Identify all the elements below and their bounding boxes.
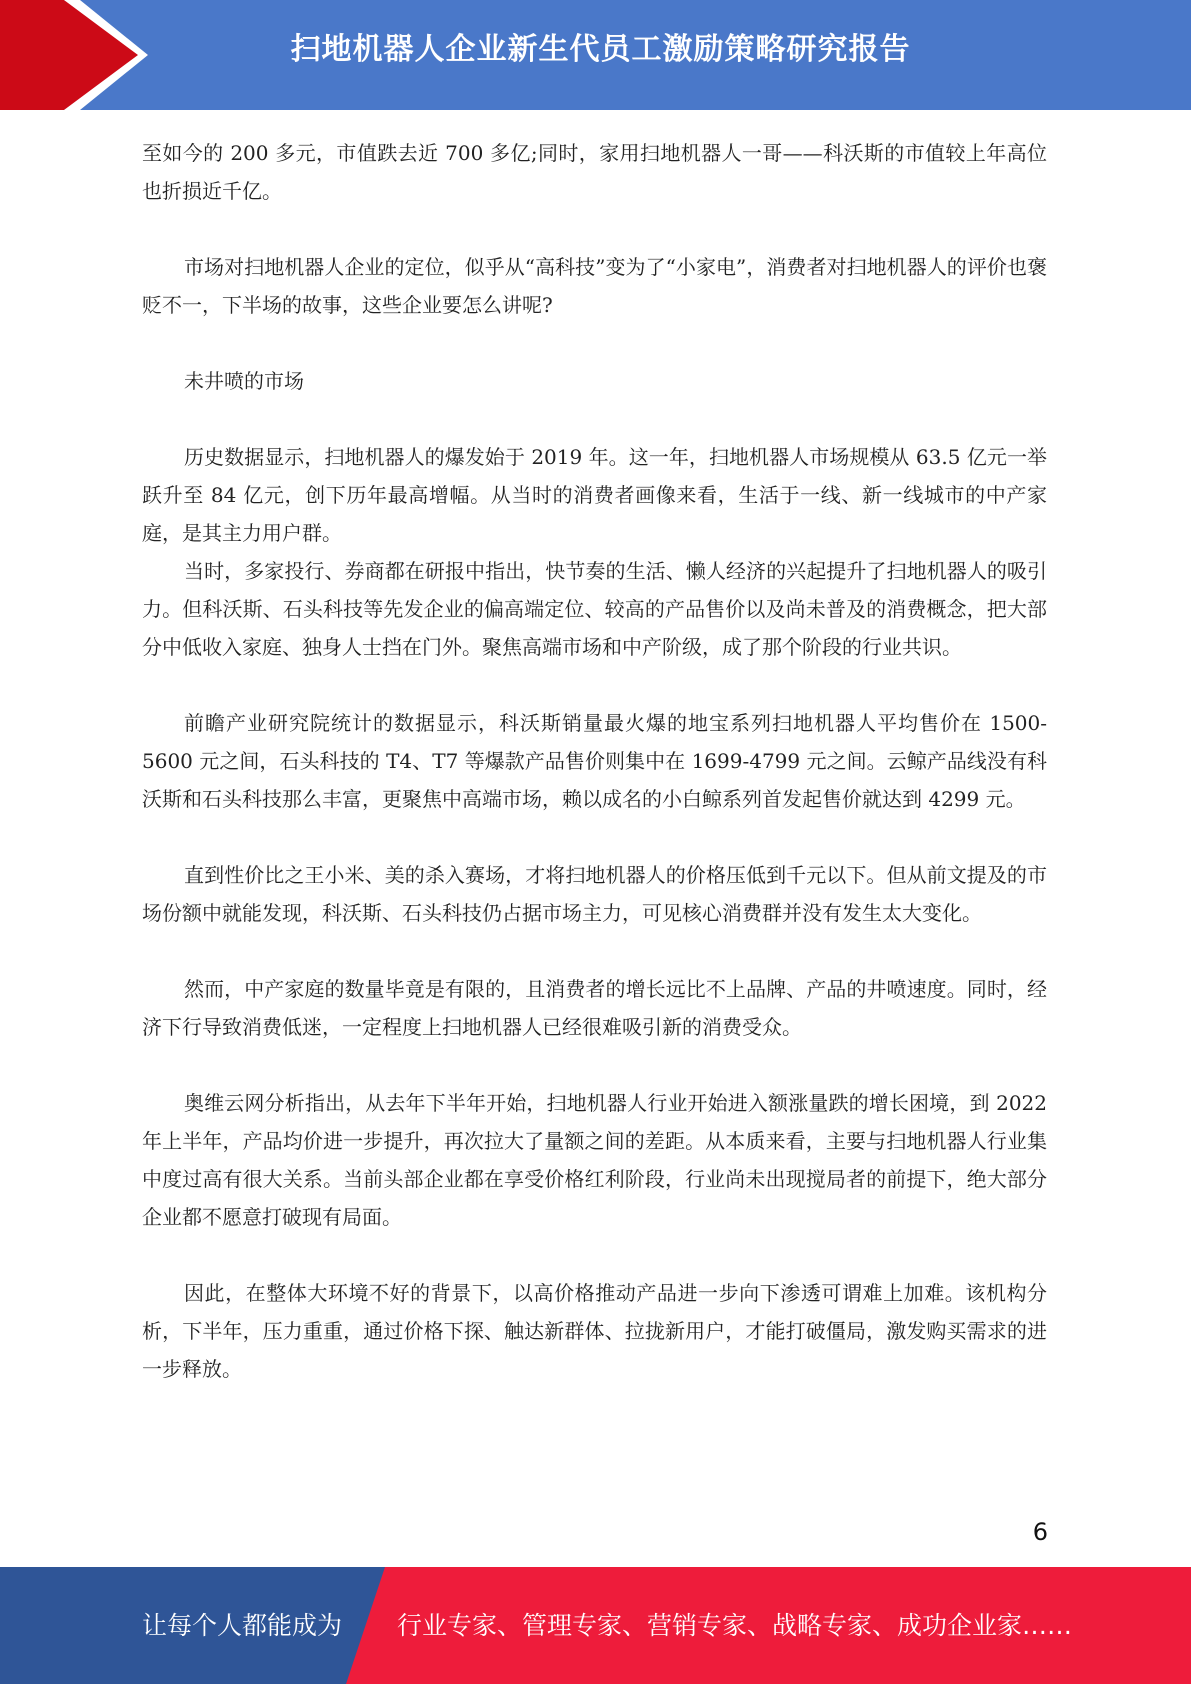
paragraph: 然而，中产家庭的数量毕竟是有限的，且消费者的增长远比不上品牌、产品的井喷速度。同时，经济下行导致消费低迷，一定程度上扫地机器人已经很难吸引新的消费受众。 (142, 977, 1047, 1039)
paragraph: 因此，在整体大环境不好的背景下，以高价格推动产品进一步向下渗透可谓难上加难。该机构分析，下半年，压力重重，通过价格下探、触达新群体、拉拢新用户，才能打破僵局，激发购买需求的进一步释放。 (142, 1281, 1047, 1381)
paragraph: 至如今的 200 多元，市值跌去近 700 多亿;同时，家用扫地机器人一哥——科沃斯的市值较上年高位也折损近千亿。 (142, 141, 1047, 203)
page-footer (0, 1567, 1191, 1684)
document-body (142, 134, 1047, 1388)
paragraph: 直到性价比之王小米、美的杀入赛场，才将扫地机器人的价格压低到千元以下。但从前文提及的市场份额中就能发现，科沃斯、石头科技仍占据市场主力，可见核心消费群并没有发生太大变化。 (142, 863, 1047, 925)
paragraph: 历史数据显示，扫地机器人的爆发始于 2019 年。这一年，扫地机器人市场规模从 63.5 亿元一举跃升至 84 亿元，创下历年最高增幅。从当时的消费者画像来看，生活于一线、新一线城市的中产家庭，是其主力用户群。 (142, 445, 1047, 545)
paragraph: 奥维云网分析指出，从去年下半年开始，扫地机器人行业开始进入额涨量跌的增长困境，到 2022 年上半年，产品均价进一步提升，再次拉大了量额之间的差距。从本质来看，主要与扫地机器人行业集中度过高有很大关系。当前头部企业都在享受价格红利阶段，行业尚未出现搅局者的前提下，绝大部分企业都不愿意打破现有局面。 (142, 1091, 1047, 1229)
paragraph: 前瞻产业研究院统计的数据显示，科沃斯销量最火爆的地宝系列扫地机器人平均售价在 1500-5600 元之间，石头科技的 T4、T7 等爆款产品售价则集中在 1699-4799 元之间。云鲸产品线没有科沃斯和石头科技那么丰富，更聚焦中高端市场，赖以成名的小白鲸系列首发起售价就达到 4299 元。 (142, 711, 1047, 811)
section-heading: 未井喷的市场 (184, 369, 304, 393)
footer-slogan-left: 让每个人都能成为 (142, 1611, 343, 1640)
page-number: 6 (1032, 1518, 1048, 1546)
report-title: 扫地机器人企业新生代员工激励策略研究报告 (290, 32, 911, 67)
footer-slogan-right: 行业专家、管理专家、营销专家、战略专家、成功企业家…… (397, 1611, 1073, 1640)
paragraph: 市场对扫地机器人企业的定位，似乎从“高科技”变为了“小家电”，消费者对扫地机器人的评价也褒贬不一，下半场的故事，这些企业要怎么讲呢? (142, 255, 1047, 317)
page-header (0, 0, 1191, 110)
paragraph: 当时，多家投行、券商都在研报中指出，快节奏的生活、懒人经济的兴起提升了扫地机器人的吸引力。但科沃斯、石头科技等先发企业的偏高端定位、较高的产品售价以及尚未普及的消费概念，把大部分中低收入家庭、独身人士挡在门外。聚焦高端市场和中产阶级，成了那个阶段的行业共识。 (142, 559, 1047, 659)
